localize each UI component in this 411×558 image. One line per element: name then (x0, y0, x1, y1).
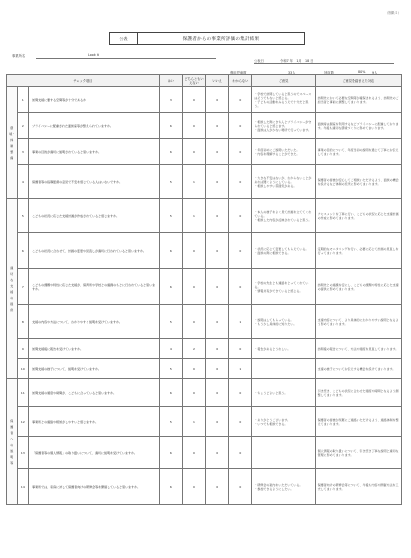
count-no: 0 (206, 305, 229, 339)
table-body (7, 87, 402, 505)
row-number: 10 (17, 359, 29, 379)
table-row (7, 199, 402, 233)
count-yes: 4 (159, 339, 182, 359)
check-item-text: こどもの状況に合わせて、計画の変更や見直しが適切に行われていると思いますか。 (29, 233, 160, 269)
count-no: 0 (206, 469, 229, 505)
user-count-value: 33人 (288, 71, 296, 75)
count-unknown: 0 (229, 233, 252, 269)
response-text: 面談時は個室を利用するなどプライバシーに配慮しております。今後も適切な環境づくりに努めてまいります。 (315, 113, 401, 139)
table-row (7, 113, 402, 139)
count-no: 0 (206, 359, 229, 379)
count-yes: 5 (159, 407, 182, 437)
check-item-text: 訪問支援の頻度や時間が、こどもに合っていると思いますか。 (29, 379, 160, 407)
column-header-comments: ご意見 (252, 75, 315, 87)
count-unknown: 0 (229, 199, 252, 233)
publication-tag: 公表 (110, 33, 138, 44)
column-header-check-item: チェック項目 (7, 75, 160, 87)
table-row (7, 407, 402, 437)
count-unknown: 0 (229, 339, 252, 359)
check-item-text: 保護者等の指導監督の意見で不安を感じている人はいないですか。 (29, 165, 160, 199)
response-text: 引き続き、こどもの状況に合わせた頻度や時間となるよう調整してまいります。 (315, 379, 401, 407)
check-item-text: 「保護者等の個人情報」の取り扱いについて、適切に説明を受けていますか。 (29, 437, 160, 469)
comment-text: ・大きな不安はないが、わからないことがあれば聞くようにしている。 ・相談しやすい雰囲気がある。 (252, 165, 315, 199)
count-neither: 0 (182, 233, 205, 269)
count-unknown: 0 (229, 379, 252, 407)
comment-text: ・状況に応じて変更してもらえている。 ・面談の際に相談できる。 (252, 233, 315, 269)
comment-text: ・説明はしてもらっている。 ・もう少し具体的に知りたい。 (252, 305, 315, 339)
count-no: 0 (206, 379, 229, 407)
count-no: 0 (206, 87, 229, 113)
count-unknown: 0 (229, 437, 252, 469)
comment-text: ・学校の先生とも連絡をとってくれている。 ・情報共有ができていると感じる。 (252, 269, 315, 305)
count-unknown: 0 (229, 113, 252, 139)
title-box (109, 32, 305, 45)
row-number: 6 (17, 233, 29, 269)
table-header-row (7, 75, 402, 87)
response-text: 保護者向けの研修会等について、今後も内容や開催方法を工夫してまいります。 (315, 469, 401, 505)
count-unknown: 0 (229, 407, 252, 437)
count-yes: 6 (159, 269, 182, 305)
count-neither: 0 (182, 305, 205, 339)
column-header-neither: どちらともいえない (182, 75, 205, 87)
response-text: 事業の目的について、年度当初の説明を通じて丁寧にお伝えしてまいります。 (315, 139, 401, 165)
row-number: 12 (17, 407, 29, 437)
count-neither: 2 (182, 339, 205, 359)
response-text: 支援の様子についてお伝えする機会を設けてまいります。 (315, 359, 401, 379)
row-number: 14 (17, 469, 29, 505)
count-neither: 0 (182, 437, 205, 469)
category-label: 保護者への説明等 (10, 418, 14, 465)
count-no: 0 (206, 233, 229, 269)
category-cell (7, 87, 18, 199)
row-number: 5 (17, 199, 29, 233)
count-neither: 0 (182, 379, 205, 407)
table-row (7, 165, 402, 199)
count-neither: 0 (182, 139, 205, 165)
check-item-text: 事業所との連絡や相談がしやすいと感じますか。 (29, 407, 160, 437)
column-header-yes: はい (159, 75, 182, 87)
response-text: 定期的なモニタリングを行い、必要に応じて計画の見直しを行ってまいります。 (315, 233, 401, 269)
table-row (7, 269, 402, 305)
category-cell (7, 379, 18, 505)
check-item-text: こどもの状況に応じた支援計画が作成されていると感じますか。 (29, 199, 160, 233)
response-text: 個人情報の取り扱いについて、引き続き丁寧な説明と適切な管理に努めてまいります。 (315, 437, 401, 469)
count-no: 0 (206, 437, 229, 469)
table-row (7, 379, 402, 407)
count-unknown: 1 (229, 305, 252, 339)
count-yes: 5 (159, 359, 182, 379)
row-number: 7 (17, 269, 29, 305)
count-yes: 3 (159, 87, 182, 113)
comment-text: ・ちょうどよいと思う。 (252, 379, 315, 407)
count-no: 0 (206, 407, 229, 437)
count-unknown: 0 (229, 165, 252, 199)
table-row (7, 359, 402, 379)
count-unknown: 0 (229, 469, 252, 505)
response-text: 保護者の皆様が安心してご相談いただけるよう、面談の機会を設けるなど体制の充実に努めてまいります。 (315, 165, 401, 199)
check-item-text: 訪問支援後に報告を受けていますか。 (29, 339, 160, 359)
row-number: 4 (17, 165, 29, 199)
category-label: 適切な支援の提供 (10, 265, 14, 312)
user-count-label: 利用児童数 (230, 71, 247, 75)
rate-suffix: 9人 (372, 71, 378, 75)
row-number: 2 (17, 113, 29, 139)
row-number: 13 (17, 437, 29, 469)
row-number: 3 (17, 139, 29, 165)
count-unknown: 0 (229, 139, 252, 165)
response-text: 訪問先との連携を密にし、こどもの課題や特性に応じた支援の提供に努めてまいります。 (315, 269, 401, 305)
row-number: 11 (17, 379, 29, 407)
attachment-tag: （別紙５） (385, 11, 401, 15)
response-text: 保護者の皆様が気軽にご連絡いただけるよう、連絡体制を整えてまいります。 (315, 407, 401, 437)
response-text: 訪問先において必要な空間等が確保されるよう、訪問先のご担当者と事前に調整してまいります。 (315, 87, 401, 113)
count-no: 0 (206, 165, 229, 199)
check-item-text: 訪問支援の様子について、説明を受けていますか。 (29, 359, 160, 379)
response-text: アセスメントを丁寧に行い、こどもの状況に応じた支援計画の作成に努めてまいります。 (315, 199, 401, 233)
count-no: 0 (206, 269, 229, 305)
comment-text: ・研修会の案内をいただいている。 ・参加できるようにしたい。 (252, 469, 315, 505)
column-header-no: いいえ (206, 75, 229, 87)
table-row (7, 87, 402, 113)
row-number: 8 (17, 305, 29, 339)
table-row (7, 437, 402, 469)
count-yes: 6 (159, 469, 182, 505)
check-item-text: 事業の目的が適切に説明されていると思いますか。 (29, 139, 160, 165)
date-label: 公表日 (254, 59, 264, 63)
return-label: 回収数 (324, 71, 334, 75)
comment-text: ・年度初めにご説明いただいた。 ・内容を理解することができた。 (252, 139, 315, 165)
count-yes: 5 (159, 165, 182, 199)
count-no: 0 (206, 339, 229, 359)
count-yes: 6 (159, 113, 182, 139)
page-title: 保護者からの事業所評価の集計結果 (182, 36, 260, 42)
comment-text (252, 437, 315, 469)
count-yes: 6 (159, 233, 182, 269)
count-neither: 1 (182, 407, 205, 437)
comment-text: ・相談した際にきちんとプライバシーが守られていると感じます。 ・面談は人が少ない場所で行っています。 (252, 113, 315, 139)
comment-text: ・報告があるとうれしい。 (252, 339, 315, 359)
table-row (7, 339, 402, 359)
comment-text: ・学校で訪問していると思うのでスペースはそうでもないと感じる。 ・子どもの活動をみるうえで十分だと思う。 (252, 87, 315, 113)
count-neither: 0 (182, 359, 205, 379)
comment-text: ・本人の様子をよく見て計画を立ててくれている。 ・相談した内容が反映されていると思う。 (252, 199, 315, 233)
check-item-text: こどもの課題や特性に応じた支援が、保育所や学校との連携のもとに行われていると思いますか。 (29, 269, 160, 305)
count-yes: 6 (159, 139, 182, 165)
count-unknown: 1 (229, 359, 252, 379)
column-header-unknown: わからない (229, 75, 252, 87)
row-number: 1 (17, 87, 29, 113)
comment-text (252, 359, 315, 379)
count-yes: 6 (159, 379, 182, 407)
row-number: 9 (17, 339, 29, 359)
facility-label: 事業所名 (12, 54, 26, 58)
evaluation-table (6, 74, 402, 505)
comment-text: ・ありがとうございます。 ・いつでも相談できる。 (252, 407, 315, 437)
check-item-text: 支援の内容や方法について、わかりやすく説明を受けていますか。 (29, 305, 160, 339)
table-row (7, 469, 402, 505)
facility-value: Look it (88, 53, 99, 57)
column-header-response: ご意見を踏まえた対応 (315, 75, 401, 87)
count-unknown: 0 (229, 269, 252, 305)
count-no: 0 (206, 199, 229, 233)
count-no: 0 (206, 139, 229, 165)
response-text: 訪問後の報告について、方法や頻度を見直してまいります。 (315, 339, 401, 359)
check-item-text: 事業所では、家庭に対して保護者向けの研修会等を開催していると思いますか。 (29, 469, 160, 505)
count-neither: 1 (182, 165, 205, 199)
count-neither: 0 (182, 87, 205, 113)
count-neither: 0 (182, 113, 205, 139)
table-row (7, 305, 402, 339)
table-row (7, 139, 402, 165)
rate-value: 80% (358, 70, 366, 74)
count-yes: 6 (159, 437, 182, 469)
count-neither: 1 (182, 199, 205, 233)
count-neither: 0 (182, 469, 205, 505)
count-yes: 5 (159, 199, 182, 233)
date-value: 令和7 年 1月 18 日 (280, 59, 314, 63)
count-neither: 0 (182, 269, 205, 305)
response-text: 支援内容について、より具体的にわかりやすい説明となるよう努めてまいります。 (315, 305, 401, 339)
table-row (7, 233, 402, 269)
category-label: 環境・体制整備 (9, 125, 16, 160)
count-yes: 5 (159, 305, 182, 339)
count-unknown: 0 (229, 87, 252, 113)
check-item-text: プライバシーに配慮された面談室等が整えられていますか。 (29, 113, 160, 139)
category-cell (7, 199, 18, 379)
count-no: 0 (206, 113, 229, 139)
check-item-text: 訪問支援に要する空間等が十分であるか (29, 87, 160, 113)
